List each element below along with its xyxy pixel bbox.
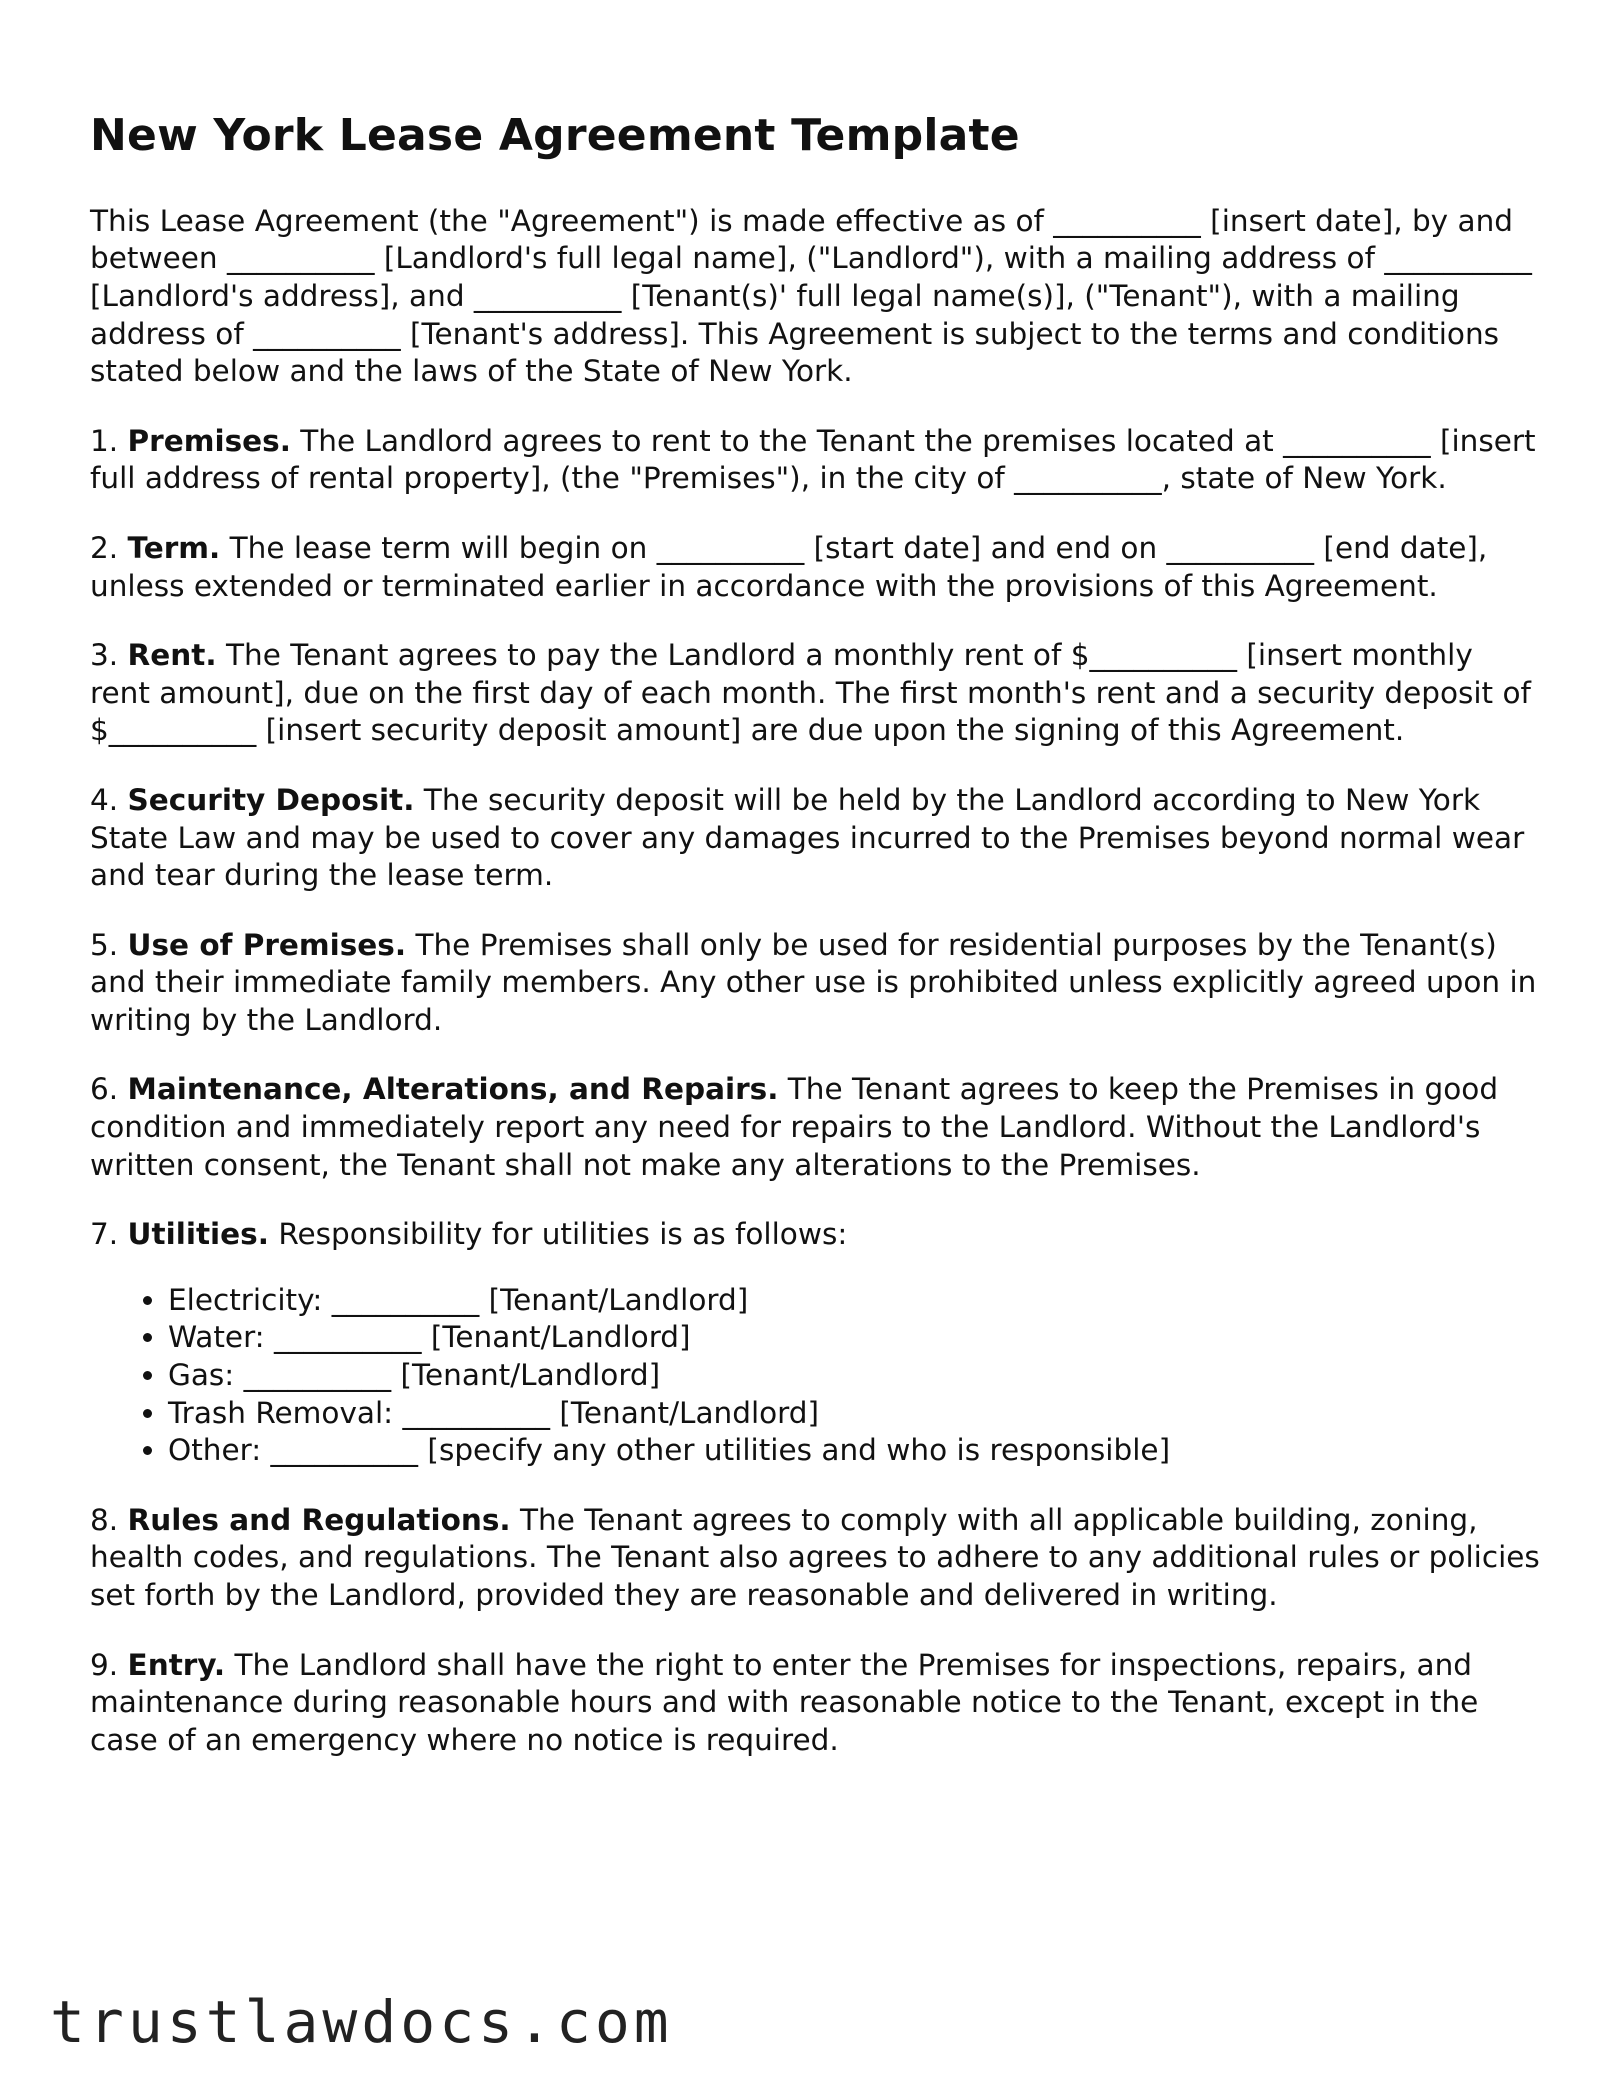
section-number: 2.	[90, 530, 119, 565]
section-text: Responsibility for utilities is as follows:	[268, 1217, 848, 1252]
section-number: 4.	[90, 782, 119, 817]
section-rules	[90, 1502, 1540, 1615]
section-heading: Entry.	[127, 1647, 226, 1682]
section-use-of-premises	[90, 927, 1540, 1040]
section-text: The Premises shall only be used for residential purposes by the Tenant(s) and their immediate family members. Any other use is prohibited unless explicitly agreed upon in writing by the Landlord.	[90, 927, 1537, 1037]
section-text: The security deposit will be held by the Landlord according to New York State Law and may be used to cover any damages incurred to the Premises beyond normal wear and tear during the lease term.	[90, 782, 1525, 893]
list-item: • Electricity: __________ [Tenant/Landlord]	[168, 1282, 1540, 1320]
intro-paragraph: This Lease Agreement (the "Agreement") is made effective as of __________ [insert date], by and between __________ [Landlord's full legal name], ("Landlord"), with a mailing address of __________ [Landlord's address], and __________ [Tenant(s)' full legal name(s)], ("Tenant"), with a mailing address of __________ [Tenant's address]. This Agreement is subject to the terms and conditions stated below and the laws of the State of New York.	[90, 203, 1532, 389]
section-entry	[90, 1647, 1540, 1760]
section-text: The Landlord shall have the right to enter the Premises for inspections, repairs, and maintenance during reasonable hours and with reasonable notice to the Tenant, except in the case of an emergency where no notice is required.	[90, 1647, 1479, 1757]
section-text: The Tenant agrees to keep the Premises in good condition and immediately report any need for repairs to the Landlord. Without the Landlord's written consent, the Tenant shall not make any alterations to the Premises.	[90, 1072, 1499, 1182]
section-heading: Rent.	[127, 638, 217, 673]
section-heading: Premises.	[127, 423, 291, 458]
document-page	[90, 110, 1540, 1791]
section-heading: Use of Premises.	[127, 927, 407, 962]
section-heading: Term.	[127, 530, 221, 565]
section-heading: Security Deposit.	[127, 782, 415, 817]
list-item: • Water: __________ [Tenant/Landlord]	[168, 1319, 1540, 1357]
list-item: • Gas: __________ [Tenant/Landlord]	[168, 1357, 1540, 1395]
section-number: 9.	[90, 1647, 119, 1682]
section-heading: Rules and Regulations.	[127, 1502, 511, 1537]
section-number: 1.	[90, 423, 119, 458]
section-number: 6.	[90, 1072, 119, 1107]
section-number: 7.	[90, 1217, 119, 1252]
utilities-list	[90, 1282, 1540, 1470]
section-text: The Landlord agrees to rent to the Tenant the premises located at __________ [insert full address of rental property], (the "Premises"), in the city of __________, state of New York.	[90, 423, 1536, 496]
section-number: 3.	[90, 638, 119, 673]
section-utilities	[90, 1216, 1540, 1254]
section-text: The Tenant agrees to pay the Landlord a monthly rent of $__________ [insert monthly rent amount], due on the first day of each month. The first month's rent and a security deposit of $__________ [insert security deposit amount] are due upon the signing of this Agreement.	[90, 638, 1531, 748]
section-security-deposit	[90, 782, 1540, 895]
section-term	[90, 530, 1540, 605]
section-text: The lease term will begin on __________ [start date] and end on __________ [end date], unless extended or terminated earlier in accordance with the provisions of this Agreement.	[90, 530, 1488, 603]
section-number: 8.	[90, 1502, 119, 1537]
site-watermark: trustlawdocs.com	[50, 1988, 673, 2056]
list-item: • Trash Removal: __________ [Tenant/Landlord]	[168, 1395, 1540, 1433]
section-heading: Maintenance, Alterations, and Repairs.	[127, 1072, 779, 1107]
section-premises	[90, 423, 1540, 498]
section-text: The Tenant agrees to comply with all applicable building, zoning, health codes, and regulations. The Tenant also agrees to adhere to any additional rules or policies set forth by the Landlord, provided they are reasonable and delivered in writing.	[90, 1502, 1540, 1613]
section-maintenance	[90, 1071, 1540, 1184]
section-rent	[90, 637, 1540, 750]
section-heading: Utilities.	[127, 1217, 269, 1252]
list-item: • Other: __________ [specify any other utilities and who is responsible]	[168, 1432, 1540, 1470]
page-title: New York Lease Agreement Template	[90, 110, 1020, 161]
section-number: 5.	[90, 927, 119, 962]
